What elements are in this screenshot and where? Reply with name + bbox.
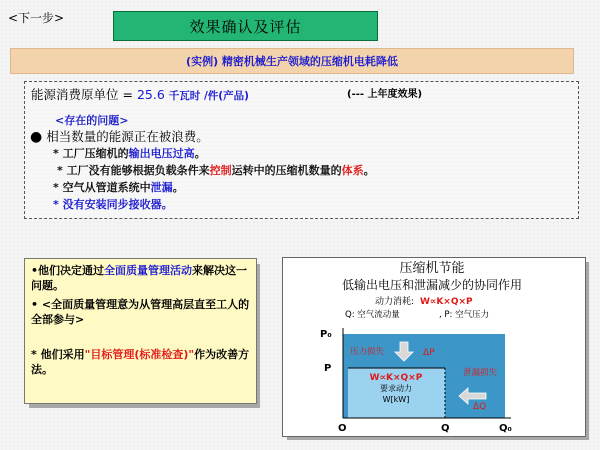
compressor-diagram-svg: [283, 258, 585, 436]
decision-text: * 他们采用: [31, 348, 85, 361]
decision-box: [24, 258, 257, 404]
case-subtitle: (实例) 精密机械生产领域的压缩机电耗降低: [10, 48, 574, 74]
problem-item-highlight: 体系: [341, 164, 364, 177]
required-power-label: 要求动力: [380, 384, 412, 393]
problem-item: [57, 162, 375, 178]
axis-label-q0: Q₀: [499, 423, 512, 434]
axis-label-p0: P₀: [320, 329, 332, 340]
problem-item-text: 。: [172, 181, 184, 194]
decision-text: 来解决这一问题。: [31, 264, 248, 292]
problem-item: [53, 196, 173, 212]
axis-label-origin: O: [338, 423, 347, 434]
problem-item-highlight: 泄漏: [150, 181, 173, 194]
decision-highlight: 全面质量管理活动: [104, 264, 193, 277]
compressor-diagram: [282, 257, 586, 437]
leak-loss-label: 泄漏损失: [463, 368, 498, 378]
problem-item-highlight: 没有安装同步接收器: [62, 198, 162, 211]
p-definition: , P: 空气压力: [439, 310, 490, 320]
problem-item-text: *: [53, 198, 63, 211]
decision-text: •他们决定通过: [31, 264, 105, 277]
problem-item-text: * 工厂压缩机的: [53, 147, 129, 160]
problem-item: [53, 179, 184, 195]
problems-heading: <存在的问题>: [55, 114, 129, 127]
inner-formula: W∝K×Q×P: [369, 373, 423, 383]
decision-text: 作为改善方法。: [31, 348, 250, 376]
problem-item-text: 。: [194, 147, 206, 160]
problem-item-text: 。: [161, 198, 173, 211]
problem-summary: [30, 127, 209, 145]
energy-equals: =: [122, 87, 133, 102]
pressure-loss-label: 压力损失: [350, 347, 385, 357]
axis-label-q: Q: [441, 423, 450, 434]
problem-item-text: 运转中的压缩机数量的: [231, 164, 342, 177]
decision-line: [31, 263, 251, 293]
decision-line: • <全面质量管理意为从管理高层直至工人的全部参与>: [31, 298, 250, 326]
decision-line: [31, 347, 251, 377]
problem-item: [53, 145, 206, 161]
decision-highlight: "目标管理(标准检查)": [84, 348, 195, 361]
problem-item-highlight: 控制: [209, 164, 232, 177]
formula-label: 动力消耗:: [375, 297, 415, 307]
required-power-unit: W[kW]: [382, 395, 410, 404]
energy-value: 25.6: [136, 87, 165, 102]
problem-item-text: * 工厂没有能够根据负载条件来: [57, 164, 210, 177]
problem-summary-text: 相当数量的能源正在被浪费。: [46, 129, 209, 144]
energy-unit: 千瓦时 /件(产品): [168, 90, 249, 102]
page-title: 效果确认及评估: [113, 11, 378, 41]
next-step-link[interactable]: <下一步>: [8, 11, 65, 25]
q-definition: Q: 空气流动量: [345, 310, 400, 320]
delta-p-label: ΔP: [423, 348, 435, 358]
diagram-subtitle: 低输出电压和泄漏减少的协同作用: [341, 278, 523, 292]
axis-label-p: P: [324, 363, 332, 374]
delta-q-label: ΔQ: [473, 402, 487, 412]
energy-panel: [24, 81, 579, 219]
formula: W∝K×Q×P: [420, 297, 473, 307]
problem-item-text: * 空气从管道系统中: [53, 181, 151, 194]
bullet-icon: ●: [30, 129, 43, 145]
energy-intensity-line: [31, 85, 249, 103]
baseline-note: (--- 上年度效果): [347, 89, 423, 100]
energy-label: 能源消费原单位: [31, 87, 119, 102]
diagram-title: 压缩机节能: [399, 261, 465, 276]
problem-item-text: 。: [363, 164, 375, 177]
problem-item-highlight: 输出电压过高: [128, 147, 195, 160]
